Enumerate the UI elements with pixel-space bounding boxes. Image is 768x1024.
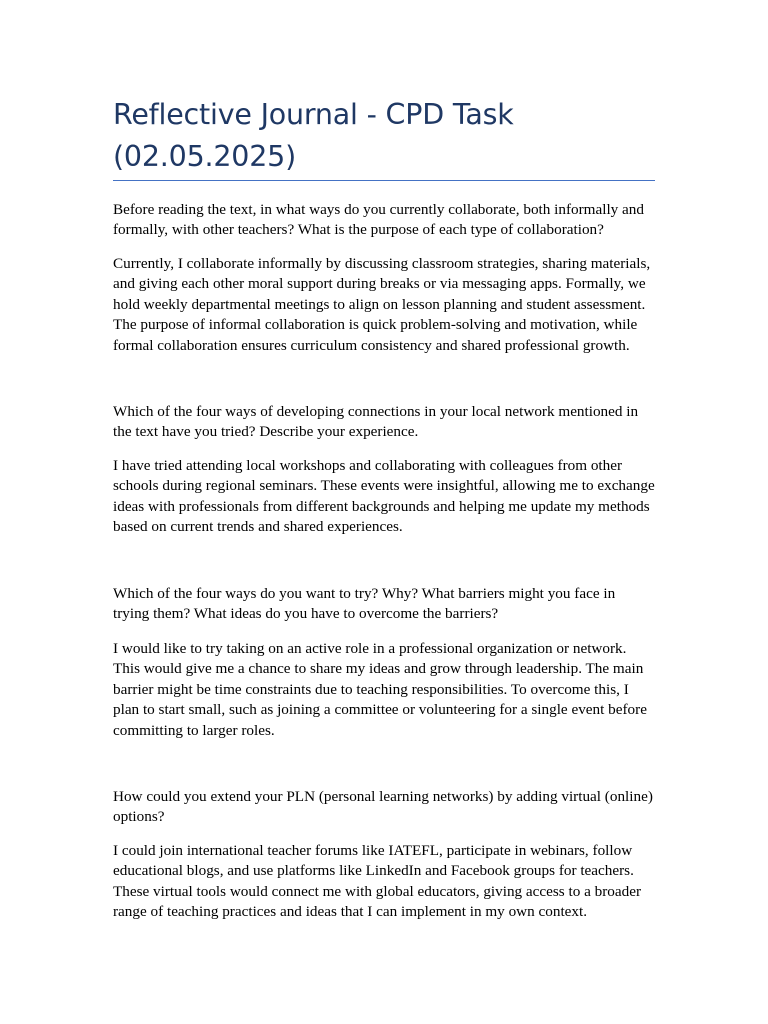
question-2: Which of the four ways of developing connections in your local network mentioned in the text have you tried? Describe your experience. xyxy=(113,403,639,441)
title-underline xyxy=(113,180,655,181)
answer-4: I could join international teacher forums like IATEFL, participate in webinars, follow educational blogs, and use platforms like LinkedIn and Facebook groups for teachers. These virtual tools would connect me with global educators, giving access to a broader range of teaching practices and ideas that I can implement in my own context. xyxy=(113,842,642,921)
question-1: Before reading the text, in what ways do you currently collaborate, both informally and formally, with other teachers? What is the purpose of each type of collaboration? xyxy=(113,201,644,239)
question-3: Which of the four ways do you want to try? Why? What barriers might you face in trying them? What ideas do you have to overcome the barriers? xyxy=(113,585,616,623)
question-4: How could you extend your PLN (personal learning networks) by adding virtual (online) options? xyxy=(113,788,653,826)
answer-2: I have tried attending local workshops and collaborating with colleagues from other schools during regional seminars. These events were insightful, allowing me to exchange ideas with professionals from different backgrounds and helping me update my methods based on current trends and shared experiences. xyxy=(113,457,655,536)
answer-3: I would like to try taking on an active role in a professional organization or network. This would give me a chance to share my ideas and grow through leadership. The main barrier might be time constraints due to teaching responsibilities. To overcome this, I plan to start small, such as joining a committee or volunteering for a single event before committing to larger roles. xyxy=(113,640,647,739)
document-title: Reflective Journal - CPD Task (02.05.2025) xyxy=(113,98,514,173)
answer-1: Currently, I collaborate informally by discussing classroom strategies, sharing materials, and giving each other moral support during breaks or via messaging apps. Formally, we hold weekly departmental meetings to align on lesson planning and student assessment. The purpose of informal collaboration is quick problem-solving and motivation, while formal collaboration ensures curriculum consistency and shared professional growth. xyxy=(113,255,651,354)
